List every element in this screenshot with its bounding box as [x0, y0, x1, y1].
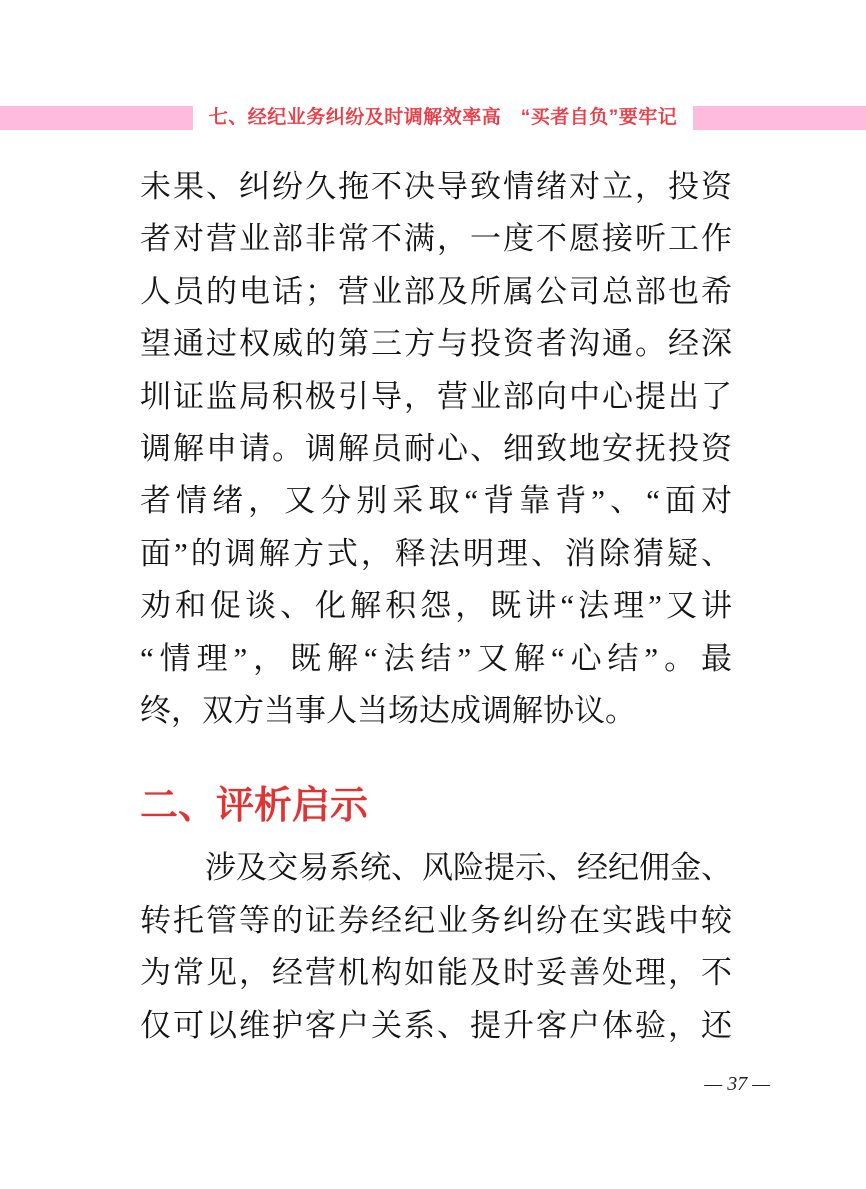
text-line: 为常见，经营机构如能及时妥善处理，不 [140, 955, 732, 991]
text-line: 未果、纠纷久拖不决导致情绪对立，投资 [140, 169, 732, 204]
text-line: 转托管等的证券经纪业务纠纷在实践中较 [140, 902, 732, 938]
text-line: 望通过权威的第三方与投资者沟通。经深 [140, 326, 732, 362]
paragraph-2 [140, 842, 732, 1052]
text-line: 劝和促谈、化解积怨，既讲“法理”又讲 [140, 588, 732, 624]
paragraph-1 [140, 161, 732, 737]
text-line: 人员的电话；营业部及所属公司总部也希 [140, 273, 732, 309]
page-number: — 37 — [704, 1073, 770, 1095]
text-line: 圳证监局积极引导，营业部向中心提出了 [140, 378, 732, 414]
page-content [140, 0, 732, 1052]
text-line: 调解申请。调解员耐心、细致地安抚投资 [140, 431, 732, 467]
text-line: 涉及交易系统、风险提示、经纪佣金、 [205, 850, 732, 886]
text-line: 者情绪，又分别采取“背靠背”、“面对 [140, 483, 732, 519]
header-title: 七、经纪业务纠纷及时调解效率高 “买者自负”要牢记 [208, 107, 678, 128]
text-line: 者对营业部非常不满，一度不愿接听工作 [140, 221, 732, 257]
text-line: 终，双方当事人当场达成调解协议。 [140, 693, 636, 729]
text-line: 仅可以维护客户关系、提升客户体验，还 [140, 1007, 732, 1043]
section-heading: 二、评析启示 [140, 785, 369, 828]
text-line: “情理”，既解“法结”又解“心结”。最 [140, 640, 732, 676]
text-line: 面”的调解方式，释法明理、消除猜疑、 [140, 535, 732, 571]
